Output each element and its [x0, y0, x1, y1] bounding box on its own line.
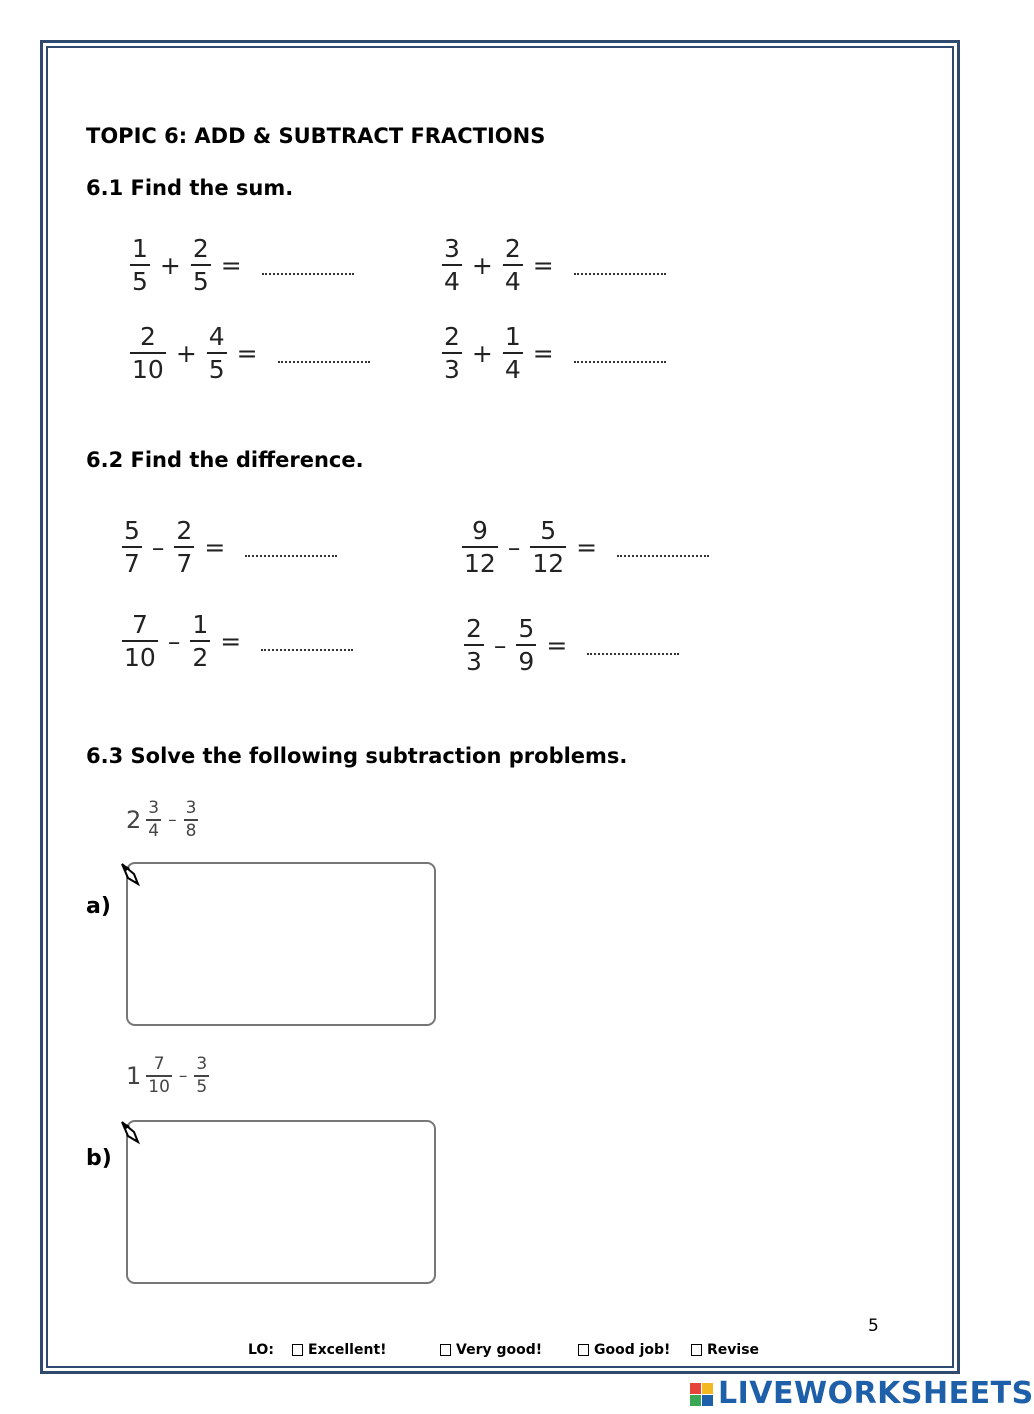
plus-sign: + — [159, 250, 181, 280]
difference-problem-1 — [122, 518, 337, 576]
equals-sign: = — [204, 532, 226, 562]
minus-sign: – — [507, 532, 521, 562]
lo-option-revise[interactable]: Revise — [691, 1342, 759, 1360]
fraction: $\frac{4}{5}$ — [208, 322, 225, 384]
problem-a-label: a) — [86, 894, 111, 919]
sum-problem-3 — [130, 324, 370, 382]
section-6-2-heading: 6.2 Find the difference. — [86, 448, 364, 472]
answer-blank[interactable] — [245, 554, 337, 557]
equals-sign: = — [220, 626, 242, 656]
fraction: $\frac{1}{4}$ — [504, 322, 521, 384]
checkbox-icon[interactable] — [691, 1344, 702, 1356]
answer-blank[interactable] — [261, 648, 353, 651]
answer-blank[interactable] — [262, 272, 354, 275]
equals-sign: = — [532, 250, 554, 280]
lo-option-good-job[interactable]: Good job! — [578, 1342, 670, 1360]
minus-sign: – — [167, 626, 181, 656]
checkbox-icon[interactable] — [578, 1344, 589, 1356]
problem-b-label: b) — [86, 1146, 112, 1171]
equals-sign: = — [236, 338, 258, 368]
fraction: $\frac{5}{12}$ — [532, 516, 565, 578]
minus-sign: – — [178, 1065, 188, 1086]
fraction: $\frac{2}{3}$ — [444, 322, 460, 384]
fraction: $\frac{5}{9}$ — [518, 614, 535, 676]
equals-sign: = — [576, 532, 598, 562]
answer-box-a[interactable] — [126, 862, 436, 1026]
fraction: $\frac{3}{4}$ — [148, 798, 160, 841]
fraction: $\frac{2}{3}$ — [466, 614, 482, 676]
fraction: $\frac{5}{7}$ — [124, 516, 140, 578]
whole-number: 1 — [126, 1061, 142, 1090]
fraction: $\frac{7}{10}$ — [148, 1054, 170, 1097]
plus-sign: + — [471, 250, 493, 280]
equals-sign: = — [546, 630, 568, 660]
answer-blank[interactable] — [574, 272, 666, 275]
sum-problem-1 — [130, 236, 354, 294]
answer-blank[interactable] — [574, 360, 666, 363]
minus-sign: – — [151, 532, 165, 562]
fraction: $\frac{2}{7}$ — [176, 516, 193, 578]
checkbox-icon[interactable] — [440, 1344, 451, 1356]
difference-problem-2 — [462, 518, 709, 576]
equals-sign: = — [532, 338, 554, 368]
mixed-problem-a-expression — [126, 800, 198, 840]
mixed-problem-b-expression — [126, 1056, 209, 1096]
sum-problem-4 — [442, 324, 666, 382]
fraction: $\frac{7}{10}$ — [124, 610, 156, 672]
fraction: $\frac{1}{5}$ — [132, 234, 148, 296]
fraction: $\frac{1}{2}$ — [192, 610, 209, 672]
difference-problem-4 — [464, 616, 679, 674]
minus-sign: – — [493, 630, 507, 660]
brand-name: LIVEWORKSHEETS — [718, 1376, 1034, 1411]
lo-option-excellent[interactable]: Excellent! — [292, 1342, 387, 1360]
fraction: $\frac{2}{4}$ — [504, 234, 521, 296]
sum-problem-2 — [442, 236, 666, 294]
answer-blank[interactable] — [617, 554, 709, 557]
page-number: 5 — [868, 1316, 879, 1336]
answer-box-b[interactable] — [126, 1120, 436, 1284]
section-6-1-heading: 6.1 Find the sum. — [86, 176, 294, 200]
fraction: $\frac{9}{12}$ — [464, 516, 496, 578]
minus-sign: – — [168, 809, 177, 830]
difference-problem-3 — [122, 612, 353, 670]
checkbox-icon[interactable] — [292, 1344, 303, 1356]
whole-number: 2 — [126, 805, 142, 834]
section-6-3-heading: 6.3 Solve the following subtraction problems. — [86, 744, 628, 768]
plus-sign: + — [471, 338, 493, 368]
lo-label: LO: — [248, 1342, 274, 1358]
topic-title: TOPIC 6: ADD & SUBTRACT FRACTIONS — [86, 124, 546, 148]
plus-sign: + — [175, 338, 197, 368]
fraction: $\frac{3}{4}$ — [444, 234, 460, 296]
logo-icon — [690, 1381, 714, 1407]
fraction: $\frac{3}{8}$ — [185, 798, 197, 841]
pencil-icon — [120, 1120, 142, 1146]
lo-option-very-good[interactable]: Very good! — [440, 1342, 542, 1360]
liveworksheets-logo — [690, 1376, 1034, 1411]
answer-blank[interactable] — [278, 360, 370, 363]
pencil-icon — [120, 862, 142, 888]
fraction: $\frac{2}{10}$ — [132, 322, 164, 384]
equals-sign: = — [220, 250, 242, 280]
fraction: $\frac{2}{5}$ — [192, 234, 209, 296]
fraction: $\frac{3}{5}$ — [196, 1054, 208, 1097]
answer-blank[interactable] — [587, 652, 679, 655]
